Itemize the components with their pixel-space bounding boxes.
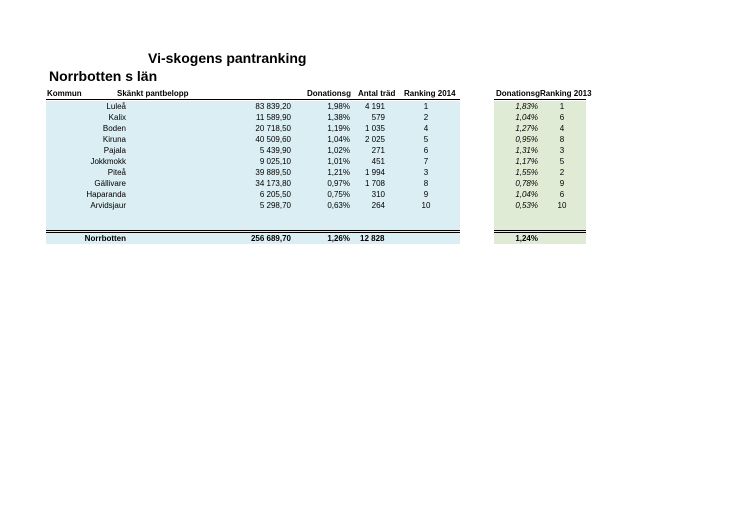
cell-donationsgrad: 1,98%	[327, 102, 350, 111]
cell-donationsgrad-2013: 0,53%	[515, 201, 538, 210]
region-title: Norrbotten s län	[49, 68, 158, 84]
cell-donationsgrad-2013: 1,04%	[515, 113, 538, 122]
cell-kommun: Gällivare	[94, 179, 126, 188]
cell-ranking-2013: 5	[559, 157, 565, 166]
cell-donationsgrad: 0,75%	[327, 190, 350, 199]
cell-belopp: 34 173,80	[255, 179, 291, 188]
table-row	[0, 134, 746, 145]
header-donationsgrad: Donationsg	[307, 89, 351, 98]
table-row	[0, 123, 746, 134]
cell-ranking-2013: 3	[559, 146, 565, 155]
cell-ranking-2014: 8	[423, 179, 429, 188]
table-row	[0, 200, 746, 211]
cell-donationsgrad-2013: 1,31%	[515, 146, 538, 155]
cell-kommun: Pajala	[103, 146, 126, 155]
header-underline-2014	[46, 99, 460, 100]
header-pantbelopp: Skänkt pantbelopp	[117, 89, 189, 98]
header-kommun: Kommun	[47, 89, 82, 98]
table-row	[0, 112, 746, 123]
cell-donationsgrad: 1,38%	[327, 113, 350, 122]
cell-donationsgrad: 1,01%	[327, 157, 350, 166]
cell-donationsgrad-2013: 1,17%	[515, 157, 538, 166]
table-row	[0, 178, 746, 189]
cell-donationsgrad-2013: 0,95%	[515, 135, 538, 144]
cell-antal-trad: 2 025	[364, 135, 385, 144]
cell-antal-trad: 579	[371, 113, 385, 122]
cell-ranking-2013: 8	[559, 135, 565, 144]
header-antal-trad: Antal träd	[358, 89, 396, 98]
cell-kommun: Kalix	[108, 113, 126, 122]
cell-ranking-2013: 1	[559, 102, 565, 111]
cell-ranking-2014: 3	[423, 168, 429, 177]
header-donationsgrad-2013: Donationsg	[496, 89, 540, 98]
cell-ranking-2013: 10	[557, 201, 567, 210]
header-underline-2013	[494, 99, 586, 100]
cell-ranking-2013: 2	[559, 168, 565, 177]
total-antal-trad: 12 828	[360, 234, 385, 243]
cell-donationsgrad-2013: 1,04%	[515, 190, 538, 199]
cell-belopp: 6 205,50	[259, 190, 291, 199]
cell-ranking-2014: 5	[423, 135, 429, 144]
cell-donationsgrad: 1,21%	[327, 168, 350, 177]
cell-antal-trad: 271	[371, 146, 385, 155]
total-belopp: 256 689,70	[250, 234, 291, 243]
cell-antal-trad: 4 191	[364, 102, 385, 111]
cell-antal-trad: 451	[371, 157, 385, 166]
cell-ranking-2014: 9	[423, 190, 429, 199]
cell-ranking-2013: 6	[559, 113, 565, 122]
header-ranking-2014: Ranking 2014	[404, 89, 456, 98]
data-rows	[0, 101, 746, 211]
cell-donationsgrad-2013: 1,55%	[515, 168, 538, 177]
cell-antal-trad: 264	[371, 201, 385, 210]
total-donationsgrad: 1,26%	[327, 234, 350, 243]
cell-ranking-2013: 4	[559, 124, 565, 133]
cell-ranking-2014: 7	[423, 157, 429, 166]
cell-antal-trad: 1 708	[364, 179, 385, 188]
cell-belopp: 11 589,90	[256, 113, 291, 122]
table-row	[0, 167, 746, 178]
total-line-1	[46, 230, 460, 231]
cell-kommun: Haparanda	[86, 190, 126, 199]
table-row	[0, 189, 746, 200]
total-line-2013-1	[494, 230, 586, 231]
cell-kommun: Luleå	[106, 102, 126, 111]
cell-donationsgrad: 1,19%	[327, 124, 350, 133]
cell-donationsgrad: 0,97%	[327, 179, 350, 188]
page-title: Vi-skogens pantranking	[148, 50, 307, 66]
cell-ranking-2014: 10	[421, 201, 431, 210]
cell-antal-trad: 1 035	[364, 124, 385, 133]
cell-ranking-2014: 1	[423, 102, 429, 111]
cell-antal-trad: 310	[371, 190, 385, 199]
cell-ranking-2014: 2	[423, 113, 429, 122]
cell-donationsgrad-2013: 1,27%	[515, 124, 538, 133]
cell-belopp: 83 839,20	[255, 102, 291, 111]
cell-ranking-2013: 6	[559, 190, 565, 199]
cell-ranking-2014: 4	[423, 124, 429, 133]
cell-kommun: Jokkmokk	[90, 157, 126, 166]
total-kommun: Norrbotten	[84, 234, 126, 243]
cell-kommun: Arvidsjaur	[90, 201, 126, 210]
cell-donationsgrad: 1,04%	[327, 135, 350, 144]
total-row	[0, 233, 746, 244]
cell-belopp: 40 509,60	[255, 135, 291, 144]
cell-ranking-2013: 9	[559, 179, 565, 188]
cell-belopp: 9 025,10	[259, 157, 291, 166]
cell-kommun: Boden	[102, 124, 126, 133]
table-row	[0, 101, 746, 112]
cell-ranking-2014: 6	[423, 146, 429, 155]
cell-donationsgrad-2013: 0,78%	[515, 179, 538, 188]
cell-kommun: Kiruna	[102, 135, 126, 144]
cell-belopp: 5 439,90	[259, 146, 291, 155]
cell-donationsgrad: 0,63%	[327, 201, 350, 210]
cell-belopp: 5 298,70	[259, 201, 291, 210]
cell-donationsgrad: 1,02%	[327, 146, 350, 155]
header-ranking-2013: Ranking 2013	[540, 89, 592, 98]
cell-belopp: 39 889,50	[255, 168, 291, 177]
cell-kommun: Piteå	[107, 168, 126, 177]
total-donationsgrad-2013: 1,24%	[515, 234, 538, 243]
cell-antal-trad: 1 994	[364, 168, 385, 177]
table-row	[0, 156, 746, 167]
cell-belopp: 20 718,50	[255, 124, 291, 133]
cell-donationsgrad-2013: 1,83%	[515, 102, 538, 111]
table-row	[0, 145, 746, 156]
